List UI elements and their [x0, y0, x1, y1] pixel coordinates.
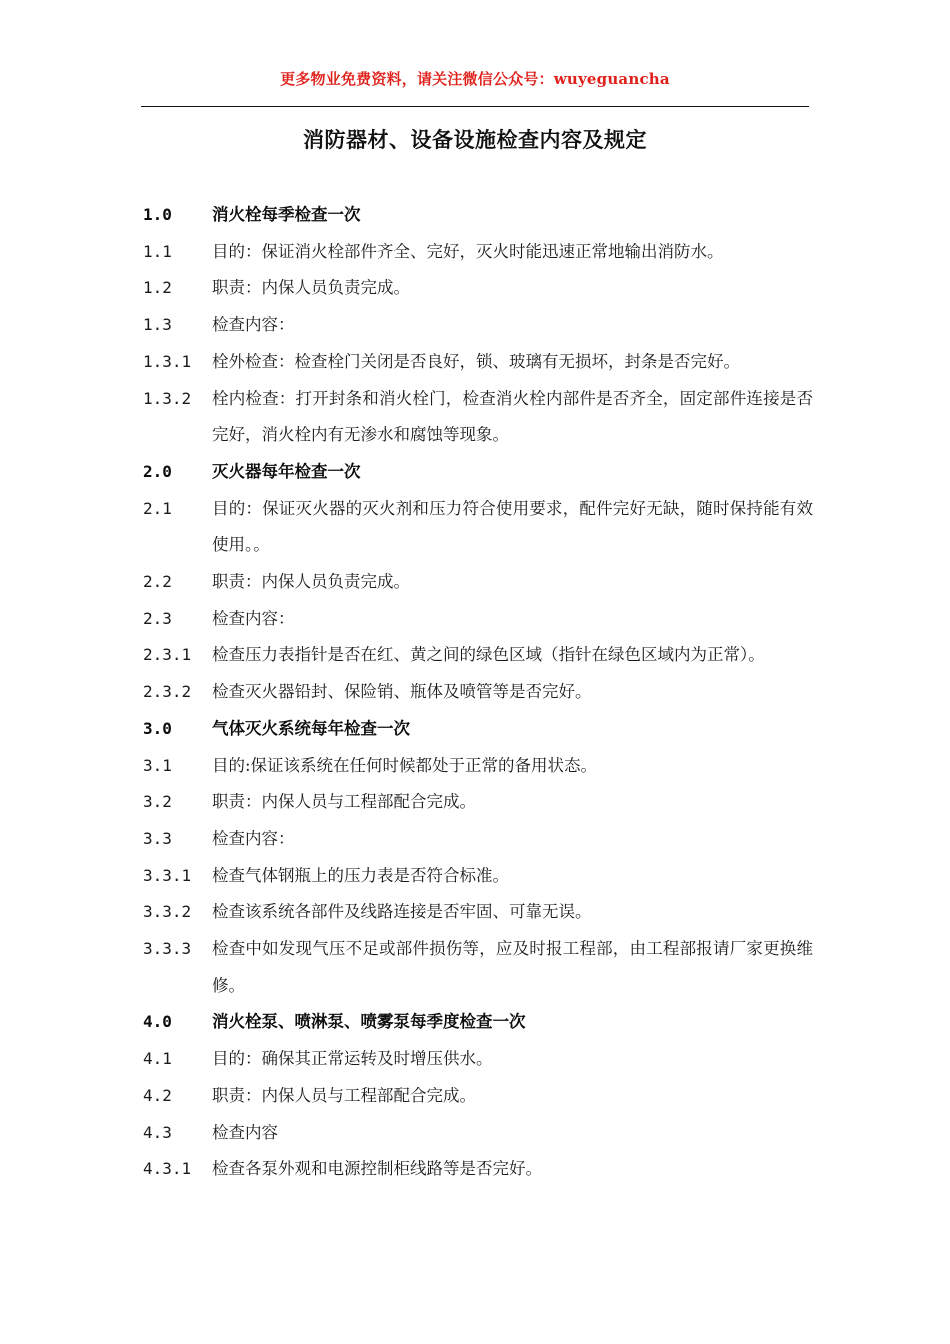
clause-text: 目的:保证该系统在任何时候都处于正常的备用状态。: [212, 755, 598, 775]
clause-number: 3.1: [143, 755, 172, 775]
clause: [143, 1041, 813, 1078]
clause-number: 2.3.1: [143, 645, 192, 665]
clause: [143, 491, 813, 564]
clause-number: 2.0: [143, 461, 172, 481]
clause-number: 3.0: [143, 718, 172, 738]
clause: [143, 381, 813, 454]
clause-text: 消火栓每季检查一次: [212, 205, 361, 224]
clause-text: 检查内容: [212, 1122, 278, 1142]
clause-number: 4.3: [143, 1122, 172, 1142]
clause-number: 3.2: [143, 792, 172, 812]
clause-number: 1.1: [143, 241, 172, 261]
clause: [143, 784, 813, 821]
clause-text: 气体灭火系统每年检查一次: [212, 718, 410, 738]
clause-text: 目的：确保其正常运转及时增压供水。: [212, 1049, 493, 1069]
clause-text: 检查内容：: [212, 315, 295, 335]
clause-text: 职责：内保人员负责完成。: [212, 278, 410, 298]
clause-number: 4.1: [143, 1049, 172, 1069]
document-title: 消防器材、设备设施检查内容及规定: [303, 127, 647, 152]
clause: [143, 1078, 813, 1115]
clause-text: 职责：内保人员与工程部配合完成。: [212, 792, 476, 812]
section-heading: [143, 1004, 813, 1041]
section-heading: [143, 454, 813, 491]
clause-number: 2.3.2: [143, 682, 192, 702]
clause-text: 检查压力表指针是否在红、黄之间的绿色区域（指针在绿色区域内为正常）。: [212, 645, 765, 665]
clause-number: 1.2: [143, 278, 172, 298]
clause: [143, 307, 813, 344]
clause-number: 3.3.1: [143, 865, 192, 885]
clause-number: 2.3: [143, 608, 172, 628]
document-body: [143, 197, 813, 1188]
clause-number: 3.3: [143, 828, 172, 848]
clause-text: 检查气体钢瓶上的压力表是否符合标准。: [212, 865, 509, 885]
clause-text: 栓外检查：检查栓门关闭是否良好，锁、玻璃有无损坏，封条是否完好。: [212, 351, 740, 371]
clause: [143, 270, 813, 307]
clause: [143, 821, 813, 858]
clause-number: 4.0: [143, 1012, 172, 1032]
clause-number: 4.3.1: [143, 1159, 192, 1179]
section-heading: [143, 197, 813, 234]
clause-number: 2.1: [143, 498, 172, 518]
clause-number: 1.0: [143, 205, 172, 224]
clause-text: 检查灭火器铅封、保险销、瓶体及喷管等是否完好。: [212, 682, 592, 702]
clause-text: 目的：保证灭火器的灭火剂和压力符合使用要求，配件完好无缺，随时保持能有效使用。。: [212, 498, 813, 555]
clause-text: 检查各泵外观和电源控制柜线路等是否完好。: [212, 1159, 542, 1179]
clause: [143, 748, 813, 785]
clause-text: 灭火器每年检查一次: [212, 461, 361, 481]
clause-text: 检查该系统各部件及线路连接是否牢固、可靠无误。: [212, 902, 592, 922]
clause: [143, 601, 813, 638]
section-heading: [143, 711, 813, 748]
clause: [143, 1151, 813, 1188]
clause: [143, 1115, 813, 1152]
clause-number: 1.3: [143, 315, 172, 335]
clause-number: 3.3.3: [143, 939, 192, 959]
clause: [143, 234, 813, 271]
clause: [143, 674, 813, 711]
clause-text: 检查中如发现气压不足或部件损伤等，应及时报工程部，由工程部报请厂家更换维修。: [212, 939, 813, 995]
clause-number: 4.2: [143, 1085, 172, 1105]
clause-number: 3.3.2: [143, 902, 192, 922]
clause-number: 1.3.2: [143, 388, 192, 408]
clause: [143, 637, 813, 674]
clause-text: 目的：保证消火栓部件齐全、完好，灭火时能迅速正常地输出消防水。: [212, 241, 724, 261]
header-divider: [141, 106, 809, 107]
clause-text: 栓内检查：打开封条和消火栓门，检查消火栓内部件是否齐全，固定部件连接是否完好，消火栓内有无渗水和腐蚀等现象。: [212, 388, 813, 445]
clause-number: 1.3.1: [143, 351, 192, 371]
clause-number: 2.2: [143, 572, 172, 592]
header-promo-note: 更多物业免费资料，请关注微信公众号：wuyeguancha: [280, 70, 670, 88]
clause-text: 消火栓泵、喷淋泵、喷雾泵每季度检查一次: [212, 1012, 526, 1032]
clause-text: 检查内容：: [212, 608, 295, 628]
clause: [143, 858, 813, 895]
clause: [143, 894, 813, 931]
clause: [143, 344, 813, 381]
clause: [143, 931, 813, 1004]
clause-text: 检查内容：: [212, 828, 295, 848]
clause-text: 职责：内保人员负责完成。: [212, 572, 410, 592]
clause-text: 职责：内保人员与工程部配合完成。: [212, 1085, 476, 1105]
clause: [143, 564, 813, 601]
